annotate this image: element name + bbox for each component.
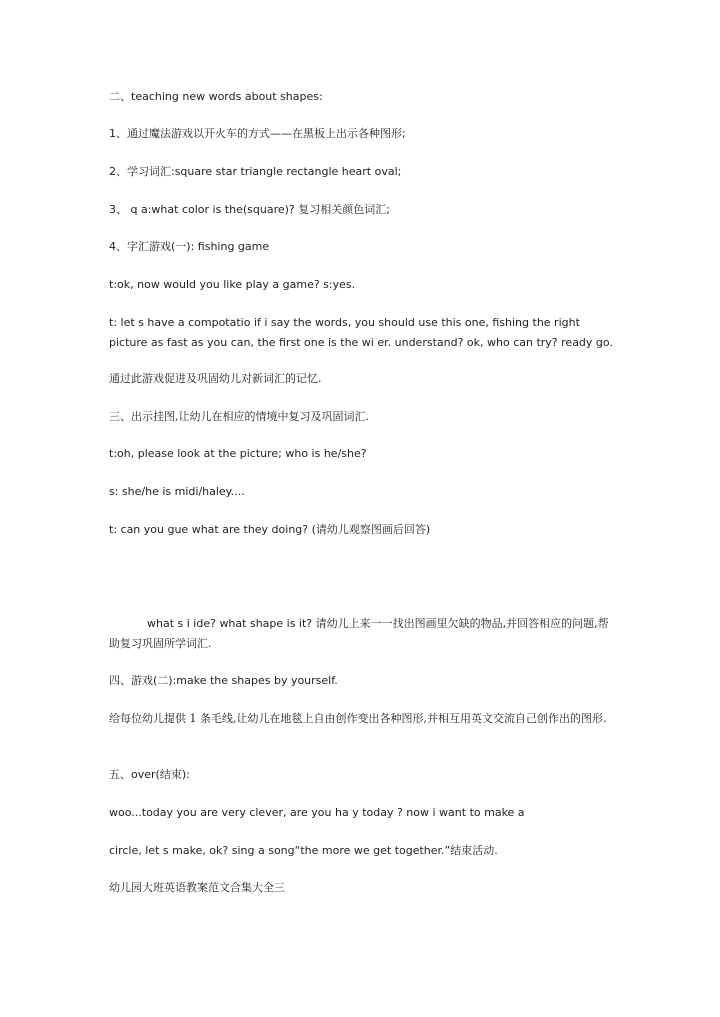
- dialogue-line: circle, let s make, ok? sing a song“the more we get together.”结束活动.: [109, 844, 498, 857]
- collection-title-line: 幼儿园大班英语教案范文合集大全三: [109, 881, 285, 894]
- step-2-line: 2、学习词汇:square star triangle rectangle heart oval;: [109, 165, 402, 178]
- section-heading-three: 三、出示挂图,让幼儿在相应的情境中复习及巩固词汇.: [109, 410, 369, 423]
- section-heading-five: 五、over(结束):: [109, 768, 190, 781]
- dialogue-line: t: can you gue what are they doing? (请幼儿观察图画后回答): [109, 523, 431, 536]
- activity-paragraph: 给每位幼儿提供 1 条毛线,让幼儿在地毯上自由创作变出各种图形,并相互用英文交流自己创作出的图形.: [109, 712, 607, 725]
- game-purpose-line: 通过此游戏促进及巩固幼儿对新词汇的记忆.: [109, 372, 322, 385]
- dialogue-paragraph: t: let s have a compotatio if i say the words, you should use this one, fishing the right picture as fast as you can, the first one is the wi er. understand? ok, who can try? ready go.: [109, 316, 613, 349]
- step-3-line: 3、 q a:what color is the(square)? 复习相关颜色词汇;: [109, 203, 390, 216]
- section-heading-two: 二、teaching new words about shapes:: [109, 90, 323, 103]
- indented-paragraph: what s i ide? what shape is it? 请幼儿上来一一找出图画里欠缺的物品,并回答相应的问题,帮助复习巩固所学词汇.: [109, 617, 609, 650]
- step-1-line: 1、通过魔法游戏以开火车的方式——在黑板上出示各种图形;: [109, 127, 406, 140]
- dialogue-line: s: she/he is midi/haley....: [109, 485, 245, 498]
- step-4-line: 4、字汇游戏(一): fishing game: [109, 240, 270, 253]
- section-heading-four: 四、游戏(二):make the shapes by yourself.: [109, 674, 338, 687]
- dialogue-line: t:oh, please look at the picture; who is he/she?: [109, 447, 367, 460]
- dialogue-line: t:ok, now would you like play a game? s:yes.: [109, 278, 356, 291]
- dialogue-line: woo...today you are very clever, are you ha y today ? now i want to make a: [109, 806, 525, 819]
